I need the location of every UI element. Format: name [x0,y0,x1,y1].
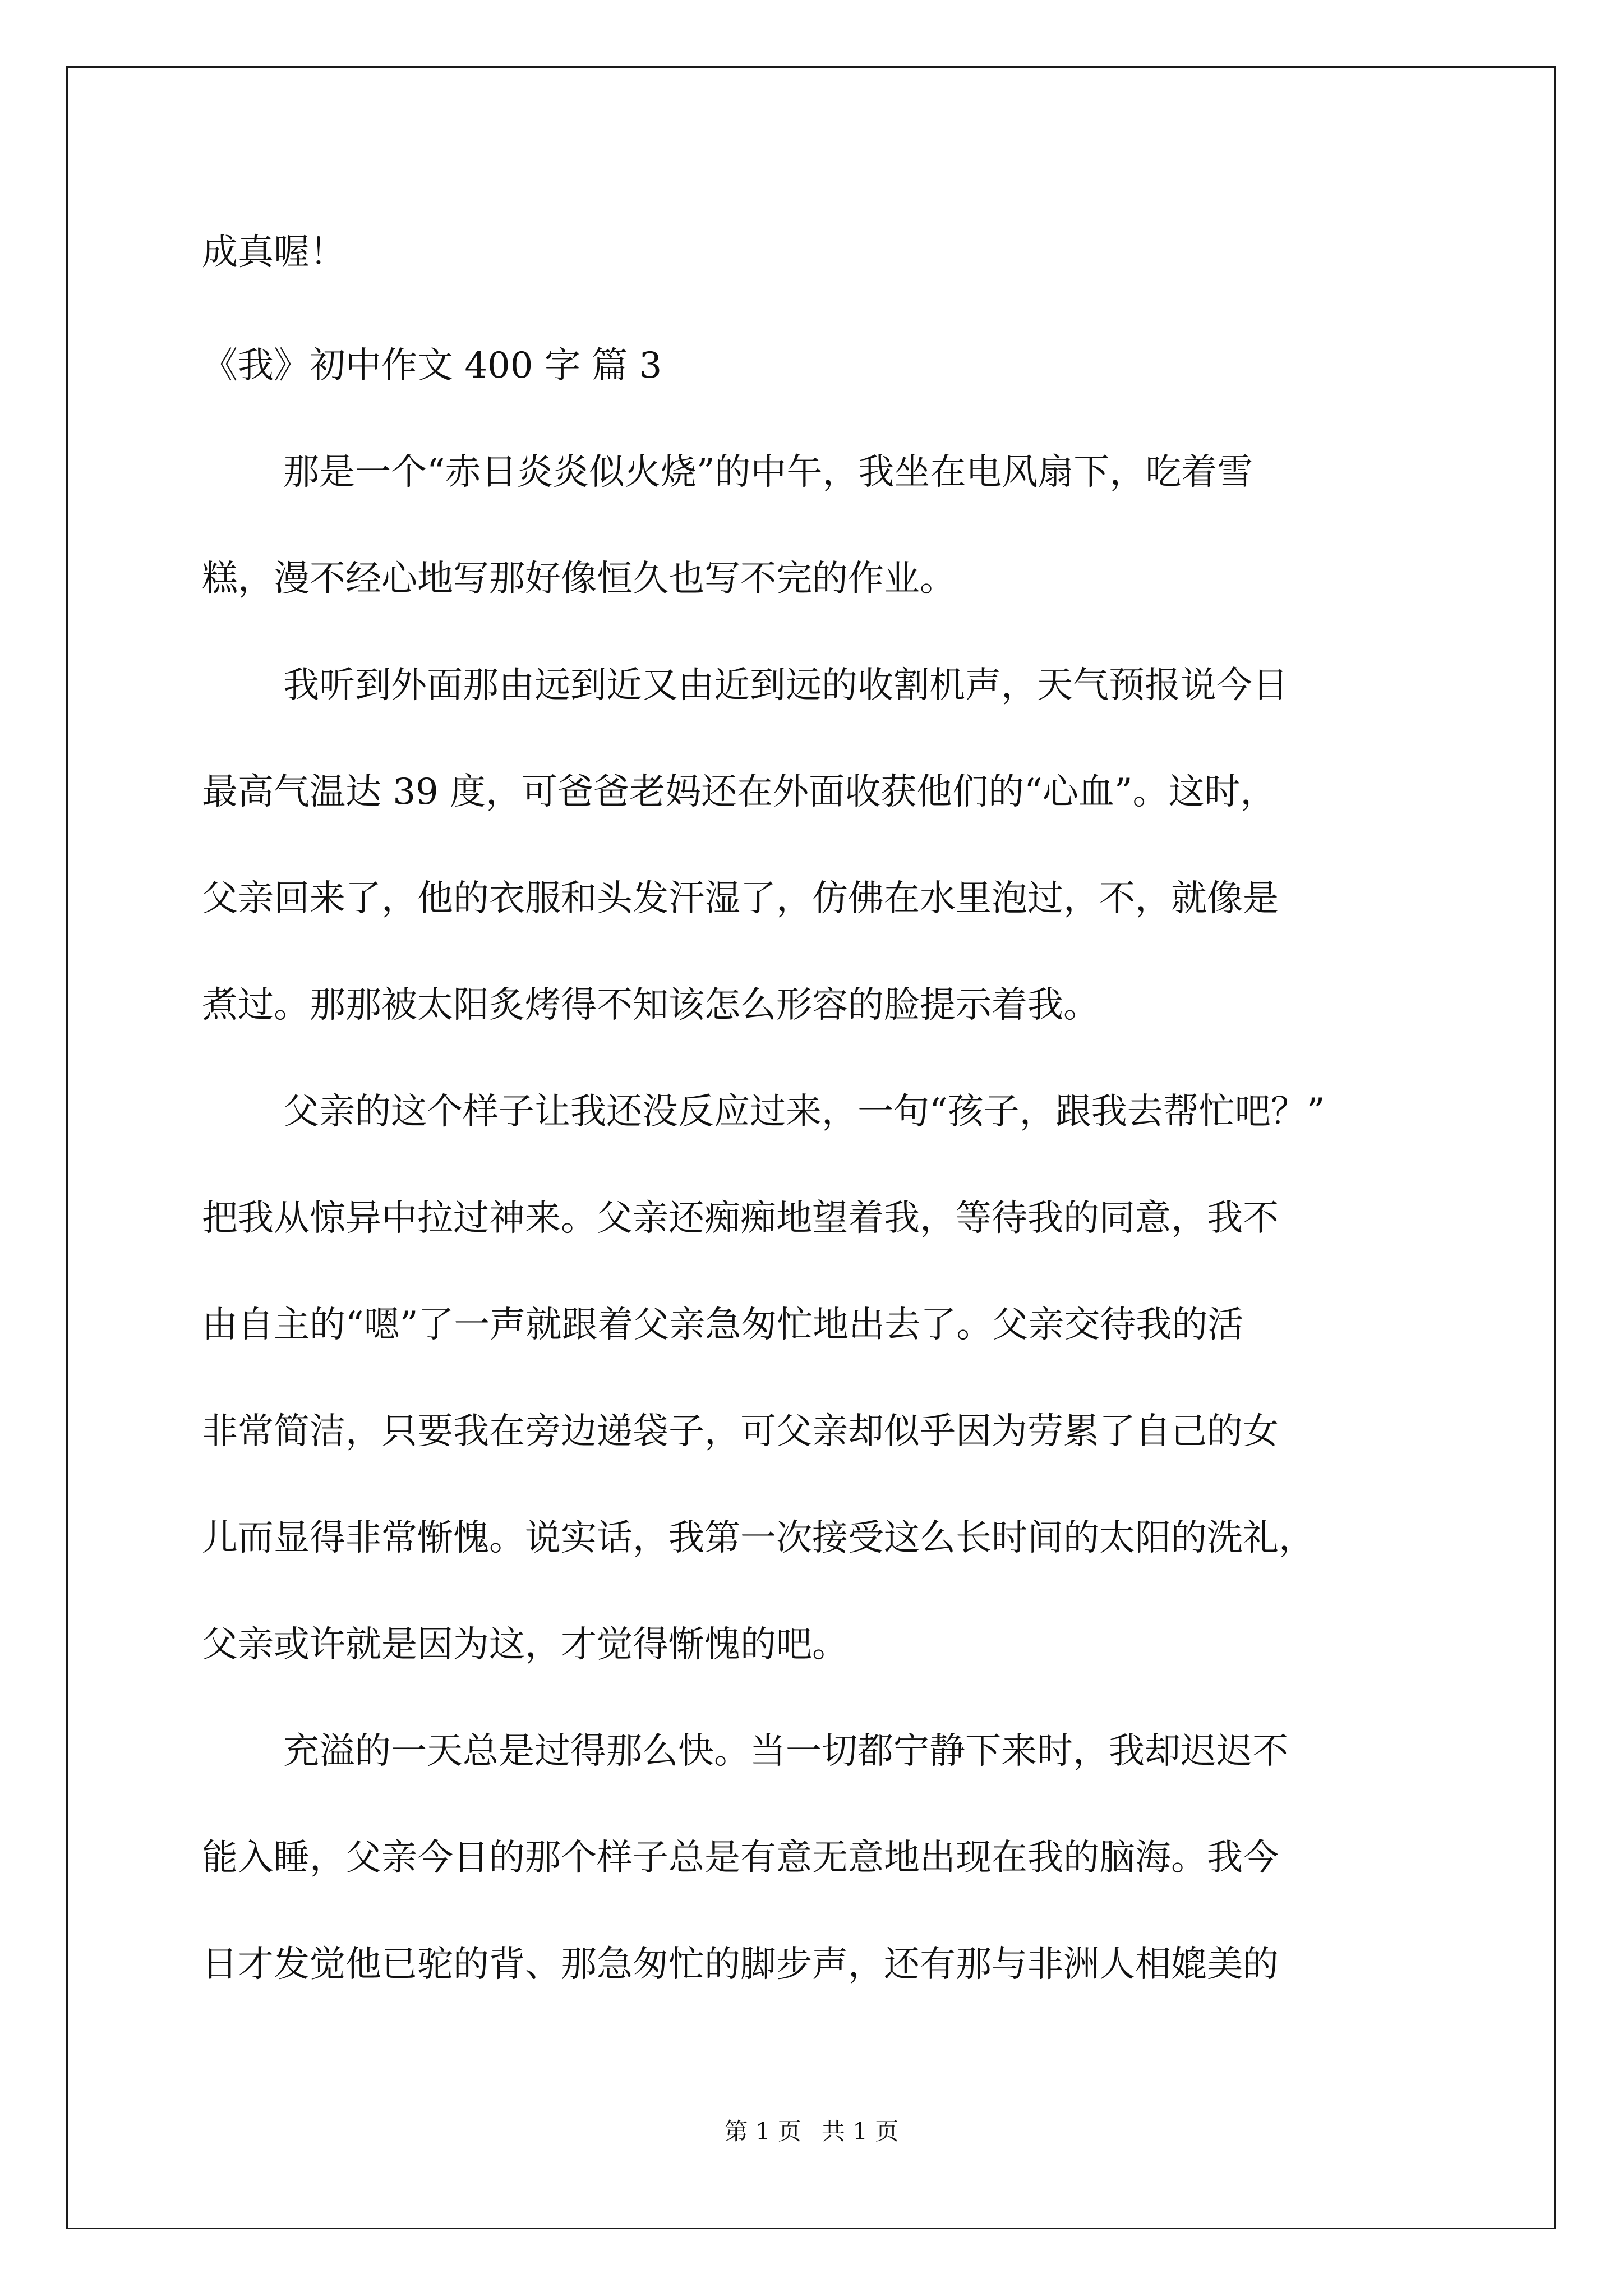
paragraph-start: 充溢的一天总是过得那么快。当一切都宁静下来时，我却迟迟不 [283,1731,1288,1772]
page-total: 共 1 页 [822,2118,899,2145]
text-line: 煮过。那那被太阳炙烤得不知该怎么形容的脸提示着我。 [202,984,1099,1026]
paragraph-start: 我听到外面那由远到近又由近到远的收割机声，天气预报说今日 [283,665,1288,706]
paragraph-start: 那是一个“赤日炎炎似火烧”的中午，我坐在电风扇下，吃着雪 [283,452,1253,493]
text-line: 成真喔！ [202,232,345,273]
text-line: 父亲或许就是因为这，才觉得惭愧的吧。 [202,1624,848,1665]
text-line: 儿而显得非常惭愧。说实话，我第一次接受这么长时间的太阳的洗礼， [202,1517,1315,1559]
text-line: 非常简洁，只要我在旁边递袋子，可父亲却似乎因为劳累了自己的女 [202,1411,1279,1452]
text-line: 糕，漫不经心地写那好像恒久也写不完的作业。 [202,558,956,600]
section-heading: 《我》初中作文 400 字 篇 3 [202,345,662,386]
text-line: 由自主的“嗯”了一声就跟着父亲急匆忙地出去了。父亲交待我的活 [202,1304,1244,1346]
text-line: 父亲回来了，他的衣服和头发汗湿了，仿佛在水里泡过，不，就像是 [202,878,1279,919]
page-border [66,66,1556,2229]
text-line: 能入睡，父亲今日的那个样子总是有意无意地出现在我的脑海。我今 [202,1837,1279,1879]
text-line: 最高气温达 39 度，可爸爸老妈还在外面收获他们的“心血”。这时， [202,771,1276,813]
page-number: 第 1 页 [724,2118,801,2145]
paragraph-start: 父亲的这个样子让我还没反应过来，一句“孩子，跟我去帮忙吧？” [283,1091,1325,1133]
page-footer [0,2116,1623,2147]
text-line: 日才发觉他已驼的背、那急匆忙的脚步声，还有那与非洲人相媲美的 [202,1944,1279,1985]
text-line: 把我从惊异中拉过神来。父亲还痴痴地望着我，等待我的同意，我不 [202,1198,1279,1239]
